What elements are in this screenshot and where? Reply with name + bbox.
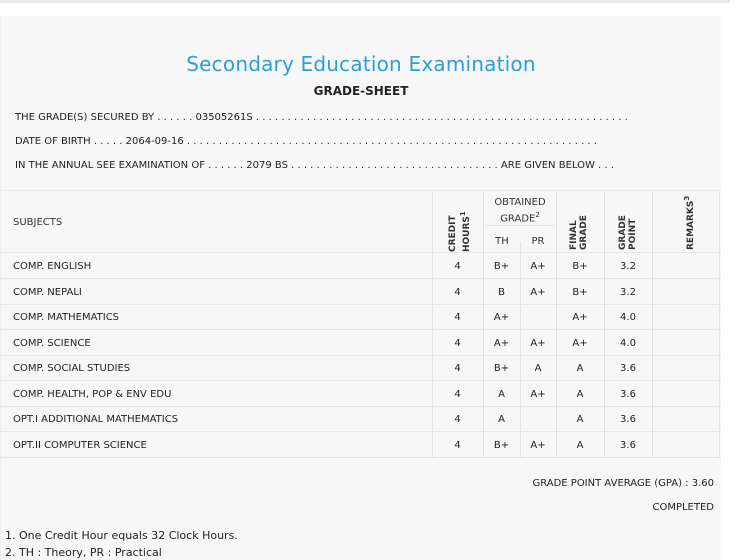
final-grade: A — [576, 440, 584, 451]
header-obtained-grade: OBTAINED GRADE$^2$ — [494, 197, 546, 225]
row-divider — [1, 304, 721, 305]
pr-grade: A+ — [530, 389, 546, 400]
th-grade: B+ — [493, 363, 510, 374]
final-grade: A — [576, 363, 584, 374]
subject-name: COMP. NEPALI — [13, 287, 82, 298]
info-date-of-birth: DATE OF BIRTH . . . . . 2064-09-16 . . . . . . . . . . . . . . . . . . . . . . . . . . . . . . . . . . . . . . . . . . . . . . . . . . . . . . . . . . . . . . . . . — [15, 136, 597, 147]
credit-hours-value: 4 — [454, 363, 461, 374]
credit-hours-value: 4 — [454, 287, 461, 298]
footnote-th-pr: 2. TH : Theory, PR : Practical — [5, 546, 162, 559]
grade-sheet-panel — [0, 16, 721, 560]
subject-name: COMP. MATHEMATICS — [13, 312, 120, 323]
th-grade: B+ — [493, 440, 510, 451]
grade-point: 3.6 — [620, 363, 636, 374]
subject-name: COMP. SOCIAL STUDIES — [13, 363, 131, 374]
row-divider — [1, 457, 721, 458]
pr-grade: A — [534, 363, 542, 374]
subject-name: OPT.I ADDITIONAL MATHEMATICS — [13, 414, 179, 425]
pr-grade: A+ — [530, 440, 546, 451]
final-grade: B+ — [572, 287, 588, 298]
row-divider — [1, 355, 721, 356]
row-divider — [1, 431, 721, 432]
grid-line — [652, 192, 653, 457]
row-divider — [1, 329, 721, 330]
header-bottom-line — [1, 252, 721, 253]
th-grade: A+ — [493, 338, 510, 349]
credit-hours-value: 4 — [454, 389, 461, 400]
grade-point: 3.6 — [620, 389, 636, 400]
row-divider — [1, 278, 721, 279]
subject-name: COMP. ENGLISH — [13, 261, 92, 272]
grade-point: 4.0 — [620, 312, 636, 323]
header-pr: PR — [531, 236, 545, 247]
th-grade: A — [498, 389, 505, 400]
subject-name: OPT.II COMPUTER SCIENCE — [13, 440, 147, 451]
credit-hours-value: 4 — [454, 414, 461, 425]
info-exam-year: IN THE ANNUAL SEE EXAMINATION OF . . . . . . 2079 BS . . . . . . . . . . . . . . . . . . . . . . . . . . . . . . . . . ARE GIVEN BELOW . . . — [15, 160, 614, 171]
row-divider — [1, 406, 721, 407]
gpa-summary: GRADE POINT AVERAGE (GPA) : 3.60 — [532, 478, 714, 489]
footnote-credit-hour: 1. One Credit Hour equals 32 Clock Hours. — [5, 529, 238, 542]
header-credit-hours: CREDIT HOURS$^1$ — [448, 211, 472, 252]
th-grade: B — [498, 287, 505, 298]
subject-name: COMP. HEALTH, POP & ENV EDU — [13, 389, 172, 400]
final-grade: A — [576, 389, 584, 400]
final-grade: A — [576, 414, 584, 425]
final-grade: A+ — [572, 338, 588, 349]
credit-hours-value: 4 — [454, 440, 461, 451]
row-divider — [1, 380, 721, 381]
subject-name: COMP. SCIENCE — [13, 338, 91, 349]
page-subtitle: GRADE-SHEET — [313, 84, 409, 98]
grade-point: 3.6 — [620, 440, 636, 451]
credit-hours-value: 4 — [454, 312, 461, 323]
page-title: Secondary Education Examination — [186, 52, 536, 76]
final-grade: B+ — [572, 261, 588, 272]
header-th: TH — [495, 236, 509, 247]
pr-grade: A+ — [530, 338, 546, 349]
top-border — [0, 0, 730, 3]
pr-grade: A+ — [530, 261, 546, 272]
grid-line — [719, 192, 720, 457]
pr-grade: A+ — [530, 287, 546, 298]
final-grade: A+ — [572, 312, 588, 323]
table-top-line — [1, 190, 721, 191]
grade-point: 3.2 — [620, 261, 636, 272]
grade-point: 3.6 — [620, 414, 636, 425]
header-obtained-divider — [485, 225, 555, 226]
th-grade: A — [498, 414, 505, 425]
header-remarks: REMARKS$^3$ — [683, 195, 696, 250]
header-subjects: SUBJECTS — [13, 217, 63, 228]
info-grades-secured: THE GRADE(S) SECURED BY . . . . . . 03505261S . . . . . . . . . . . . . . . . . . . . . . . . . . . . . . . . . . . . . . . . . . . . . . . . . . . . . . . . . . . — [15, 112, 628, 123]
grid-line — [520, 242, 521, 457]
header-final-grade: FINAL GRADE — [569, 215, 589, 250]
credit-hours-value: 4 — [454, 261, 461, 272]
completion-status: COMPLETED — [652, 502, 714, 513]
grade-point: 3.2 — [620, 287, 636, 298]
credit-hours-value: 4 — [454, 338, 461, 349]
header-grade-point: GRADE POINT — [618, 215, 638, 250]
th-grade: A+ — [493, 312, 510, 323]
grade-point: 4.0 — [620, 338, 636, 349]
th-grade: B+ — [493, 261, 510, 272]
